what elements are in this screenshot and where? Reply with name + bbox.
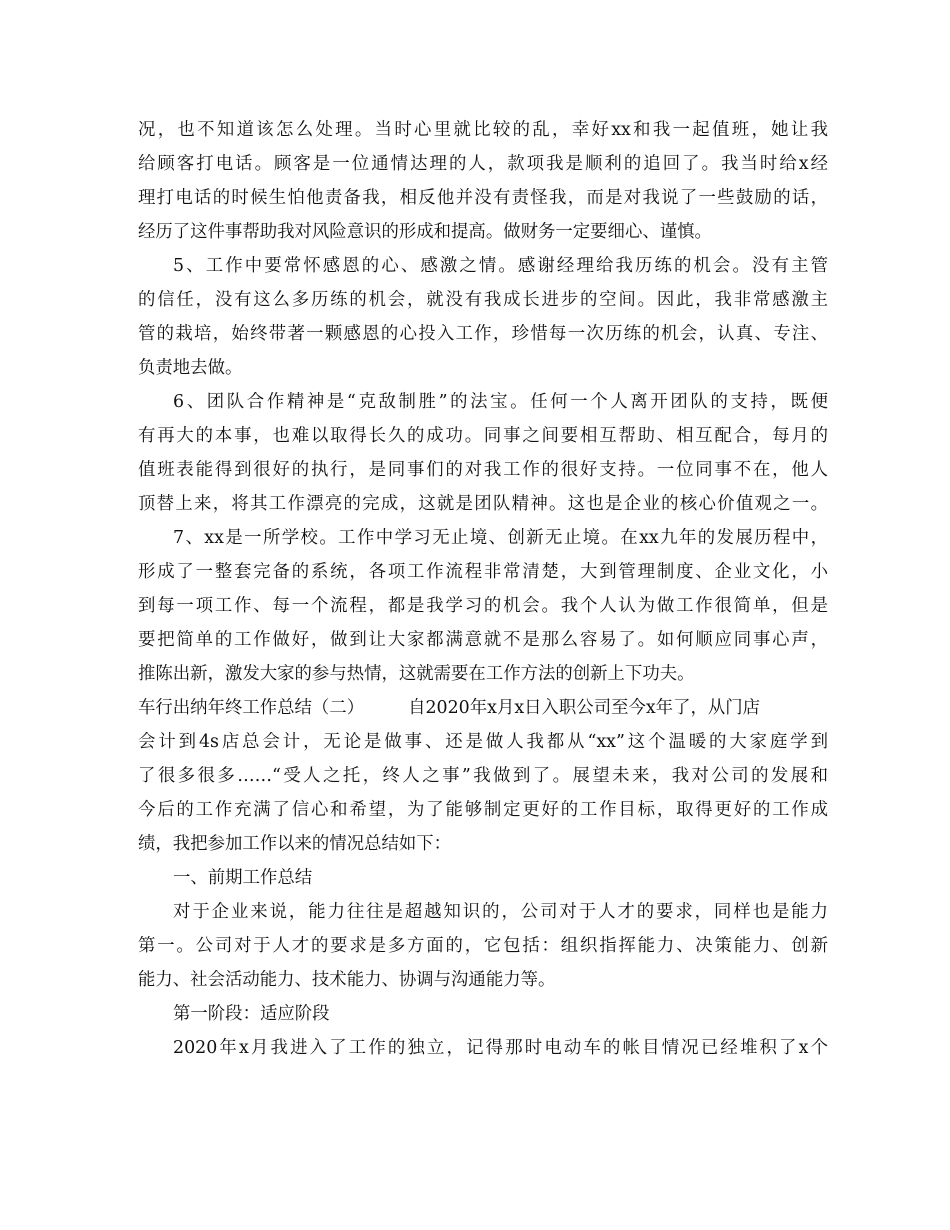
body-text-line: 对于企业来说，能力往往是超越知识的，公司对于人才的要求，同样也是能力 (173, 902, 828, 922)
body-text-line: 负责地去做。 (138, 358, 243, 378)
body-text-line: 要把简单的工作做好，做到让大家都满意就不是那么容易了。如何顺应同事心声， (138, 630, 828, 650)
section-title-line (138, 691, 828, 725)
body-text-line: 会计到4s店总会计，无论是做事、还是做人我都从“xx”这个温暖的大家庭学到 (138, 732, 828, 752)
section-first-line: 自2020年x月x日入职公司至今x年了，从门店 (408, 698, 761, 718)
section-heading: 一、前期工作总结 (173, 868, 313, 888)
body-text-line: 能力、社会活动能力、技术能力、协调与沟通能力等。 (138, 970, 556, 990)
body-text-line: 绩，我把参加工作以来的情况总结如下： (138, 834, 452, 854)
body-text-line: 第一。公司对于人才的要求是多方面的，它包括：组织指挥能力、决策能力、创新 (138, 936, 828, 956)
body-text-line: 顶替上来，将其工作漂亮的完成，这就是团队精神。这也是企业的核心价值观之一。 (138, 494, 828, 514)
body-text-line: 经历了这件事帮助我对风险意识的形成和提高。做财务一定要细心、谨慎。 (138, 222, 712, 242)
body-text-line: 7、xx是一所学校。工作中学习无止境、创新无止境。在xx九年的发展历程中， (173, 528, 828, 548)
body-text-line: 况，也不知道该怎么处理。当时心里就比较的乱，幸好xx和我一起值班，她让我 (138, 120, 828, 140)
body-text-line: 2020年x月我进入了工作的独立，记得那时电动车的帐目情况已经堆积了x个 (173, 1038, 828, 1058)
body-text-line: 的信任，没有这么多历练的机会，就没有我成长进步的空间。因此，我非常感激主 (138, 290, 828, 310)
subsection-heading: 第一阶段：适应阶段 (173, 1004, 330, 1024)
body-text-line: 6、团队合作精神是“克敌制胜”的法宝。任何一个人离开团队的支持，既便 (173, 392, 828, 412)
body-text-line: 到每一项工作、每一个流程，都是我学习的机会。我个人认为做工作很简单，但是 (138, 596, 828, 616)
body-text-line: 值班表能得到很好的执行，是同事们的对我工作的很好支持。一位同事不在，他人 (138, 460, 828, 480)
body-text-line: 今后的工作充满了信心和希望，为了能够制定更好的工作目标，取得更好的工作成 (138, 800, 828, 820)
section-title: 车行出纳年终工作总结（二） (138, 698, 365, 718)
body-text-line: 理打电话的时候生怕他责备我，相反他并没有责怪我，而是对我说了一些鼓励的话， (138, 188, 828, 208)
body-text-line: 有再大的本事，也难以取得长久的成功。同事之间要相互帮助、相互配合，每月的 (138, 426, 828, 446)
body-text-line: 推陈出新，激发大家的参与热情，这就需要在工作方法的创新上下功夫。 (138, 664, 695, 684)
body-text-line: 形成了一整套完备的系统，各项工作流程非常清楚，大到管理制度、企业文化，小 (138, 562, 828, 582)
body-text-line: 管的栽培，始终带著一颗感恩的心投入工作，珍惜每一次历练的机会，认真、专注、 (138, 324, 828, 344)
body-text-line: 给顾客打电话。顾客是一位通情达理的人，款项我是顺利的追回了。我当时给x经 (138, 154, 828, 174)
body-text-line: 了很多很多……“受人之托，终人之事”我做到了。展望未来，我对公司的发展和 (138, 766, 828, 786)
body-text-line: 5、工作中要常怀感恩的心、感激之情。感谢经理给我历练的机会。没有主管 (173, 256, 828, 276)
